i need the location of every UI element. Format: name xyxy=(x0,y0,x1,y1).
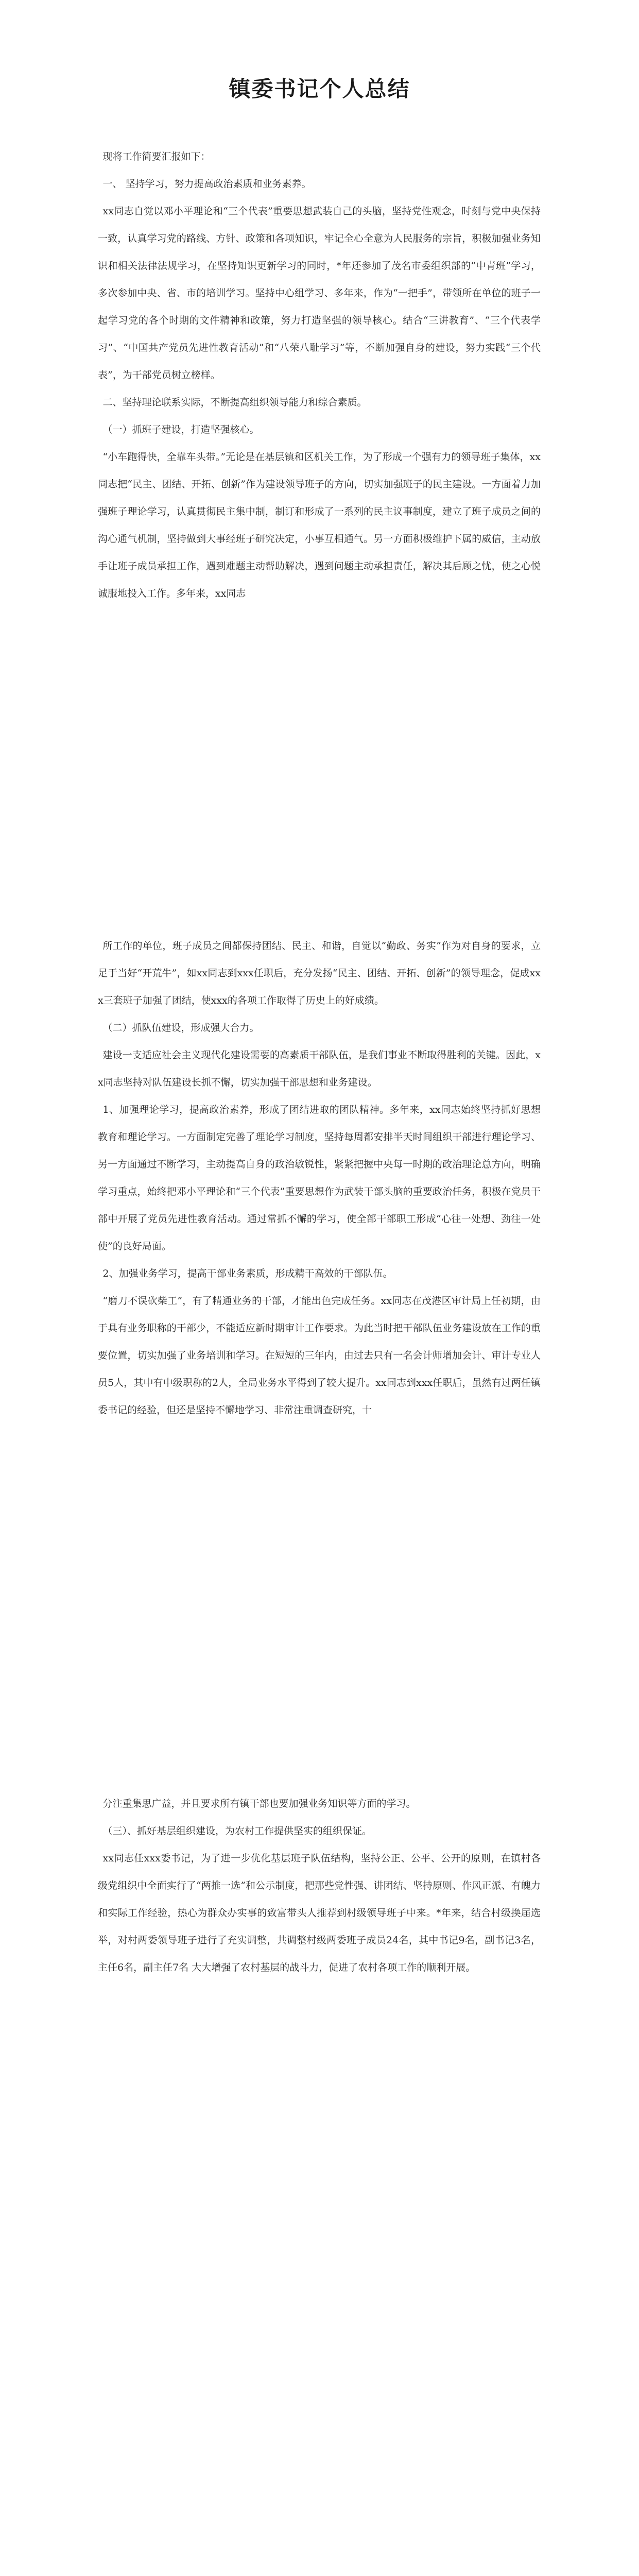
paragraph: 2、加强业务学习，提高干部业务素质，形成精干高效的干部队伍。 xyxy=(102,1268,393,1279)
paragraph: 建设一支适应社会主义现代化建设需要的高素质干部队伍，是我们事业不断取得胜利的关键。因此，xx同志坚持对队伍建设长抓不懈，切实加强干部思想和业务建设。 xyxy=(98,1049,541,1088)
text-block-2 xyxy=(98,933,541,1424)
text-block-1 xyxy=(98,143,541,607)
paragraph: 现将工作简要汇报如下： xyxy=(102,151,211,162)
paragraph: 所工作的单位，班子成员之间都保持团结、民主、和谐，自觉以“勤政、务实”作为对自身的要求，立足于当好“开荒牛”，如xx同志到xxx任职后，充分发扬“民主、团结、开拓、创新”的领导理念，促成xxx三套班子加强了团结，使xxx的各项工作取得了历史上的好成绩。 xyxy=(98,940,541,1006)
paragraph: 分注重集思广益，并且要求所有镇干部也要加强业务知识等方面的学习。 xyxy=(102,1798,416,1809)
paragraph: 1、加强理论学习，提高政治素养，形成了团结进取的团队精神。多年来，xx同志始终坚持抓好思想教育和理论学习。一方面制定完善了理论学习制度，坚持每周都安排半天时间组织干部进行理论学习、另一方面通过不断学习，主动提高自身的政治敏锐性，紧紧把握中央每一时期的政治理论总方向，明确学习重点，始终把邓小平理论和“三个代表”重要思想作为武装干部头脑的重要政治任务，积极在党员干部中开展了党员先进性教育活动。通过常抓不懈的学习，使全部干部职工形成“心往一处想、劲往一处使”的良好局面。 xyxy=(98,1104,541,1252)
section-heading: 一、 坚持学习，努力提高政治素质和业务素养。 xyxy=(102,178,312,190)
text-block-3 xyxy=(98,1790,541,1981)
paragraph: “磨刀不误砍柴工”，有了精通业务的干部，才能出色完成任务。xx同志在茂港区审计局上任初期，由于具有业务职称的干部少，不能适应新时期审计工作要求。为此当时把干部队伍业务建设放在工作的重要位置，切实加强了业务培训和学习。在短短的三年内，由过去只有一名会计师增加会计、审计专业人员5人，其中有中级职称的2人，全局业务水平得到了较大提升。xx同志到xxx任职后，虽然有过两任镇委书记的经验，但还是坚持不懈地学习、非常注重调查研究，十 xyxy=(98,1295,541,1416)
paragraph: xx同志自觉以邓小平理论和“三个代表”重要思想武装自己的头脑，坚持党性观念，时刻与党中央保持一致，认真学习党的路线、方针、政策和各项知识，牢记全心全意为人民服务的宗旨，积极加强业务知识和相关法律法规学习，在坚持知识更新学习的同时，*年还参加了茂名市委组织部的“中青班”学习，多次参加中央、省、市的培训学习。坚持中心组学习、多年来，作为“一把手”，带领所在单位的班子一起学习党的各个时期的文件精神和政策，努力打造坚强的领导核心。结合“三讲教育”、“三个代表学习”、“中国共产党员先进性教育活动”和“八荣八耻学习”等，不断加强自身的建设，努力实践“三个代表”，为干部党员树立榜样。 xyxy=(98,206,541,381)
subsection-heading: （二）抓队伍建设，形成强大合力。 xyxy=(102,1022,260,1033)
paragraph: “小车跑得快，全靠车头带。”无论是在基层镇和区机关工作，为了形成一个强有力的领导班子集体，xx同志把“民主、团结、开拓、创新”作为建设领导班子的方向，切实加强班子的民主建设。一方面着力加强班子理论学习，认真贯彻民主集中制，制订和形成了一系列的民主议事制度，建立了班子成员之间的沟心通气机制，坚持做到大事经班子研究决定，小事互相通气。另一方面积极维护下属的威信，主动放手让班子成员承担工作，遇到难题主动帮助解决，遇到问题主动承担责任，解决其后顾之忧，使之心悦诚服地投入工作。多年来，xx同志 xyxy=(98,451,541,599)
subsection-heading: （一）抓班子建设，打造坚强核心。 xyxy=(102,424,260,435)
paragraph: xx同志任xxx委书记，为了进一步优化基层班子队伍结构，坚持公正、公平、公开的原则，在镇村各级党组织中全面实行了“两推一选”和公示制度，把那些党性强、讲团结、坚持原则、作风正派、有魄力和实际工作经验，热心为群众办实事的致富带头人推荐到村级领导班子中来。*年来，结合村级换届选举，对村两委领导班子进行了充实调整，共调整村级两委班子成员24名，其中书记9名，副书记3名，主任6名，副主任7名 大大增强了农村基层的战斗力，促进了农村各项工作的顺利开展。 xyxy=(98,1853,541,1973)
subsection-heading: （三）、抓好基层组织建设，为农村工作提供坚实的组织保证。 xyxy=(102,1825,372,1837)
section-heading: 二、坚持理论联系实际，不断提高组织领导能力和综合素质。 xyxy=(102,397,367,408)
page-title: 镇委书记个人总结 xyxy=(229,76,410,101)
